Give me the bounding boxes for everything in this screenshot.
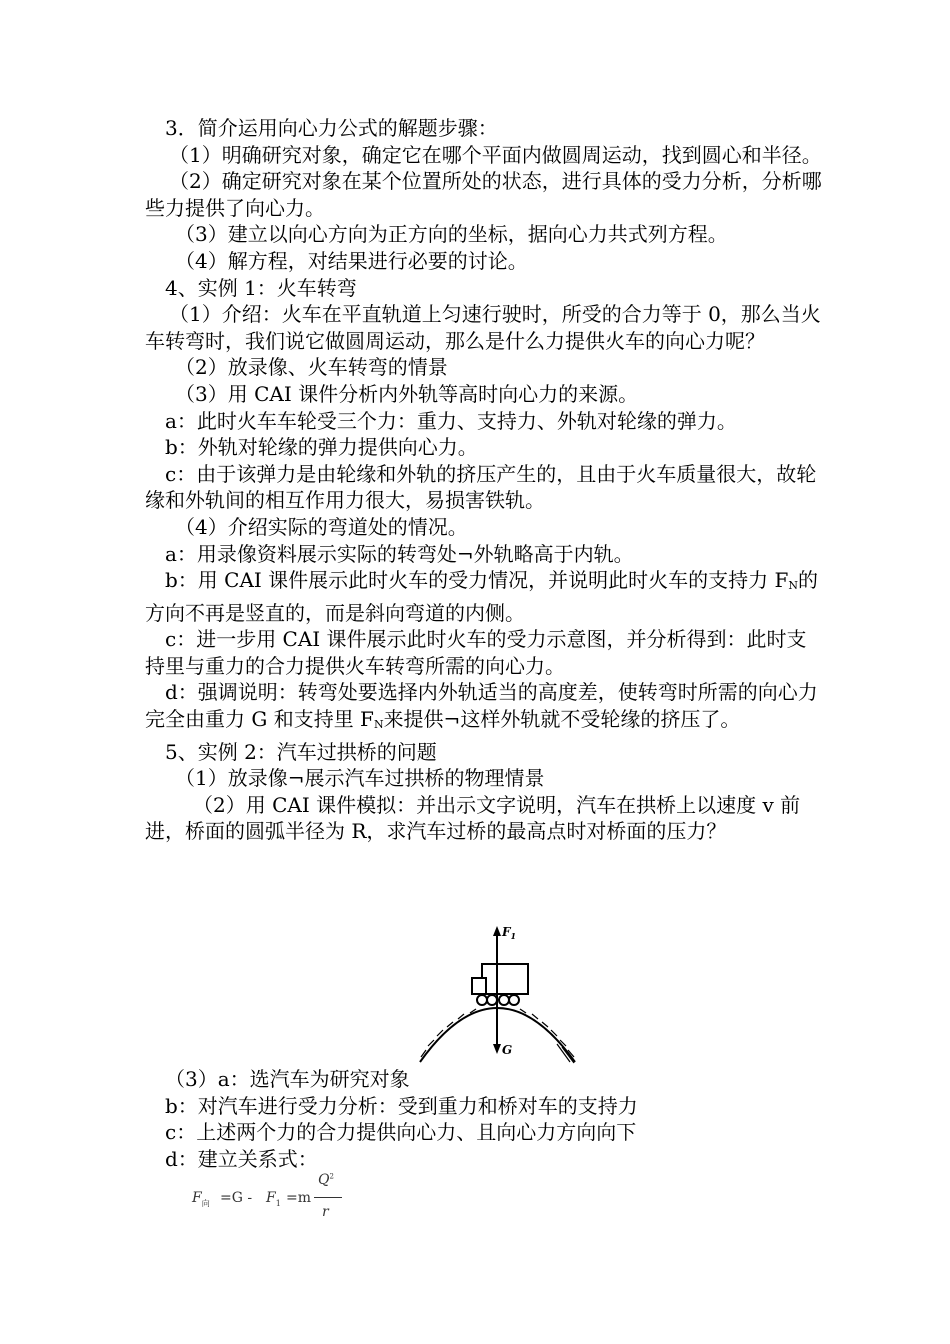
body-text <box>145 115 825 845</box>
example1-p3b: b：外轨对轮缘的弹力提供向心力。 <box>165 435 478 460</box>
example2-heading: 5、实例 2：汽车过拱桥的问题 <box>165 739 437 764</box>
example1-p2: （2）放录像、火车转弯的情景 <box>175 355 448 380</box>
example1-p4d: d：强调说明：转弯处要选择内外轨适当的高度差，使转弯时所需的向心力完全由重力 G 和支持里 $F_N$来提供¬这样外轨就不受轮缘的挤压了。 <box>145 680 818 732</box>
example1-p1: （1）介绍：火车在平直轨道上匀速行驶时，所受的合力等于 0，那么当火车转弯时，我们说它做圆周运动，那么是什么力提供火车的向心力呢？ <box>145 302 821 353</box>
example2-p3c: c：上述两个力的合力提供向心力、且向心力方向向下 <box>165 1120 637 1145</box>
example2-p1: （1）放录像¬展示汽车过拱桥的物理情景 <box>175 766 545 791</box>
example2-p2: （2）用 CAI 课件模拟：并出示文字说明，汽车在拱桥上以速度 v 前进，桥面的圆弧半径为 R，求汽车过桥的最高点时对桥面的压力？ <box>145 792 801 844</box>
steps-heading: 3．简介运用向心力公式的解题步骤： <box>165 116 498 140</box>
label-f1: $F_1$ <box>502 925 517 941</box>
formula-eq1: =G - <box>220 1190 253 1206</box>
formula-lhs: $F_向$ <box>192 1190 210 1208</box>
formula-numerator: $Q^2$ <box>318 1172 334 1188</box>
car-icon <box>472 964 528 1005</box>
formula-eq2: =m <box>286 1190 312 1206</box>
step-3: （3）建立以向心方向为正方向的坐标，据向心力共式列方程。 <box>175 222 728 247</box>
example2-p3d: d：建立关系式： <box>165 1146 318 1171</box>
arch-bridge-car-figure <box>410 922 585 1072</box>
example1-p3: （3）用 CAI 课件分析内外轨等高时向心力的来源。 <box>175 381 639 406</box>
label-g: G <box>502 1043 513 1057</box>
step-1: （1）明确研究对象，确定它在哪个平面内做圆周运动，找到圆心和半径。 <box>169 142 822 167</box>
step-2: （2）确定研究对象在某个位置所处的状态，进行具体的受力分析，分析哪些力提供了向心力。 <box>145 169 822 220</box>
example1-p3c: c：由于该弹力是由轮缘和外轨的挤压产生的，且由于火车质量很大，故轮缘和外轨间的相互作用力很大，易损害铁轨。 <box>145 461 817 513</box>
example1-heading: 4、实例 1：火车转弯 <box>165 275 357 300</box>
example1-p4c: c：进一步用 CAI 课件展示此时火车的受力示意图，并分析得到：此时支持里与重力的合力提供火车转弯所需的向心力。 <box>145 627 807 678</box>
example2-p3b: b：对汽车进行受力分析：受到重力和桥对车的支持力 <box>165 1093 638 1118</box>
step-4: （4）解方程，对结果进行必要的讨论。 <box>175 248 528 273</box>
example1-p3a: a：此时火车车轮受三个力：重力、支持力、外轨对轮缘的弹力。 <box>165 408 737 433</box>
example1-p4b: b：用 CAI 课件展示此时火车的受力情况，并说明此时火车的支持力 $F_N$的方向不再是竖直的，而是斜向弯道的内侧。 <box>145 568 819 625</box>
support-force-arrow-icon <box>493 926 501 936</box>
example1-p4a: a：用录像资料展示实际的转弯处¬外轨略高于内轨。 <box>165 541 634 566</box>
example1-p4: （4）介绍实际的弯道处的情况。 <box>175 514 468 539</box>
analysis-text <box>145 1066 825 1172</box>
formula-f1: $F_1$ <box>266 1190 281 1208</box>
example2-p3a: （3）a：选汽车为研究对象 <box>165 1067 410 1091</box>
formula-denominator: r <box>322 1204 329 1220</box>
centripetal-force-formula <box>190 1170 360 1226</box>
gravity-arrow-icon <box>493 1044 501 1054</box>
fraction-bar <box>314 1197 342 1198</box>
